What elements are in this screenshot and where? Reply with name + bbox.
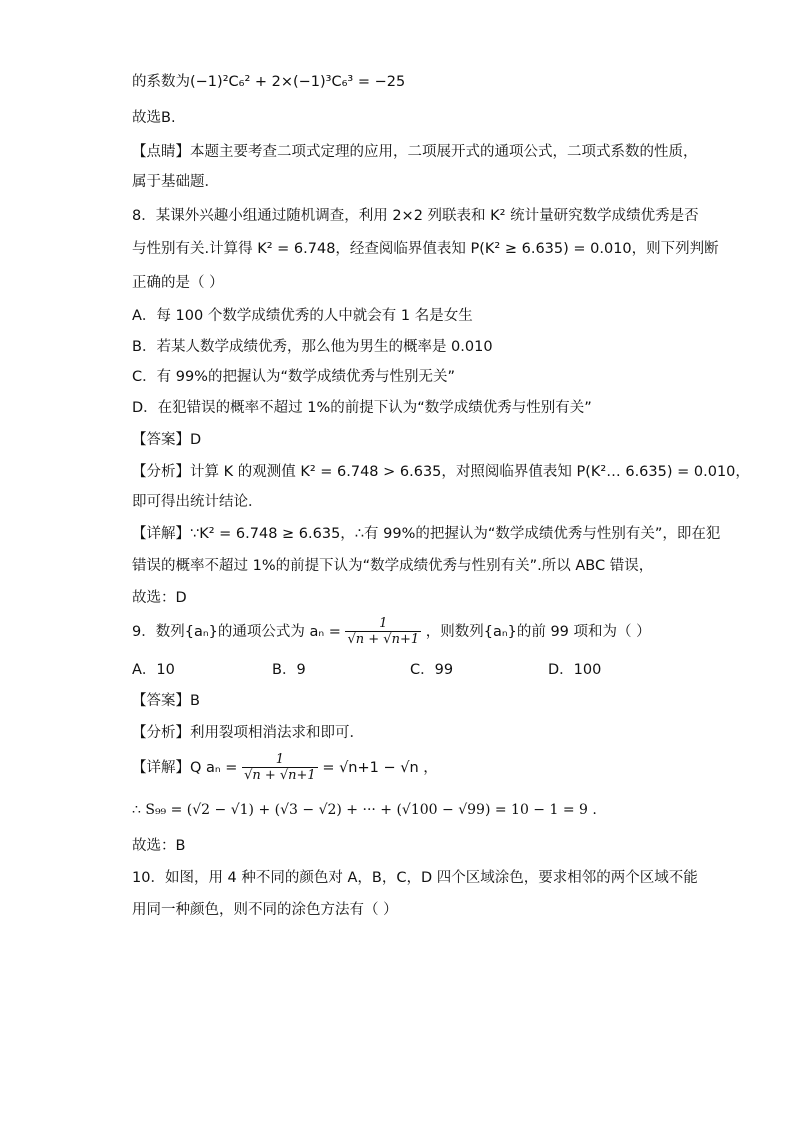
question-8-analysis-2: 即可得出统计结论． (132, 494, 263, 510)
question-9-detail-denominator: √n + √n+1 (244, 768, 316, 783)
question-8-option-d: D．在犯错误的概率不超过 1%的前提下认为“数学成绩优秀与性别有关” (132, 400, 592, 416)
question-9-answer: 【答案】B (132, 693, 200, 709)
question-9-detail-prefix: 【详解】Q aₙ = (132, 759, 238, 776)
question-8-line-2: 与性别有关.计算得 K² = 6.748，经查阅临界值表知 P(K² ≥ 6.635) = 0.010，则下列判断 (132, 241, 719, 257)
selection-line: 故选B. (132, 110, 176, 126)
question-9-option-a: A．10 (132, 662, 175, 678)
question-8-analysis-1: 【分析】计算 K 的观测值 K² = 6.748 > 6.635，对照阅临界值表知 P(K²… 6.635) = 0.010， (132, 464, 750, 480)
question-9-selection: 故选：B (132, 838, 186, 854)
question-10-line-2: 用同一种颜色，则不同的涂色方法有（ ） (132, 902, 398, 918)
question-8-option-b: B．若某人数学成绩优秀，那么他为男生的概率是 0.010 (132, 339, 493, 355)
question-8-line-3: 正确的是（ ） (132, 275, 224, 291)
question-9-stem (132, 616, 651, 647)
question-9-detail-numerator: 1 (275, 752, 285, 767)
question-9-option-d: D．100 (548, 662, 602, 678)
question-9-fraction-numerator: 1 (379, 616, 388, 631)
question-9-stem-prefix: 9．数列{aₙ}的通项公式为 aₙ = (132, 623, 341, 640)
question-8-detail-2: 错误的概率不超过 1%的前提下认为“数学成绩优秀与性别有关”.所以 ABC 错误， (132, 558, 654, 574)
question-9-detail-fraction (242, 752, 318, 783)
question-8-answer: 【答案】D (132, 432, 202, 448)
question-8-option-a: A．每 100 个数学成绩优秀的人中就会有 1 名是女生 (132, 308, 473, 324)
comment-line-1: 【点睛】本题主要考查二项式定理的应用，二项展开式的通项公式，二项式系数的性质， (132, 144, 698, 160)
coefficient-line: 的系数为(−1)²C₆² + 2×(−1)³C₆³ = −25 (132, 74, 406, 90)
question-8-selection: 故选：D (132, 590, 187, 606)
question-9-analysis: 【分析】利用裂项相消法求和即可． (132, 725, 364, 741)
question-9-stem-suffix: ，则数列{aₙ}的前 99 项和为（ ） (425, 623, 651, 640)
question-8-line-1: 8．某课外兴趣小组通过随机调查，利用 2×2 列联表和 K² 统计量研究数学成绩优秀是否 (132, 208, 699, 224)
question-8-detail-1: 【详解】∵K² = 6.748 ≥ 6.635，∴有 99%的把握认为“数学成绩优秀与性别有关”，即在犯 (132, 526, 721, 542)
comment-line-2: 属于基础题． (132, 174, 219, 190)
question-8-option-c: C．有 99%的把握认为“数学成绩优秀与性别无关” (132, 369, 455, 385)
question-9-fraction-denominator: √n + √n+1 (347, 632, 420, 647)
question-9-detail-1 (132, 752, 438, 783)
question-9-fraction (345, 616, 421, 647)
question-9-detail-suffix: = √n+1 − √n ， (322, 759, 438, 776)
question-10-line-1: 10．如图，用 4 种不同的颜色对 A，B，C，D 四个区域涂色，要求相邻的两个区域不能 (132, 870, 698, 886)
question-9-sum-line: ∴ S₉₉ = (√2 − √1) + (√3 − √2) + ··· + (√100 − √99) = 10 − 1 = 9 . (132, 802, 597, 818)
question-9-option-c: C．99 (410, 662, 454, 678)
question-9-option-b: B．9 (272, 662, 306, 678)
